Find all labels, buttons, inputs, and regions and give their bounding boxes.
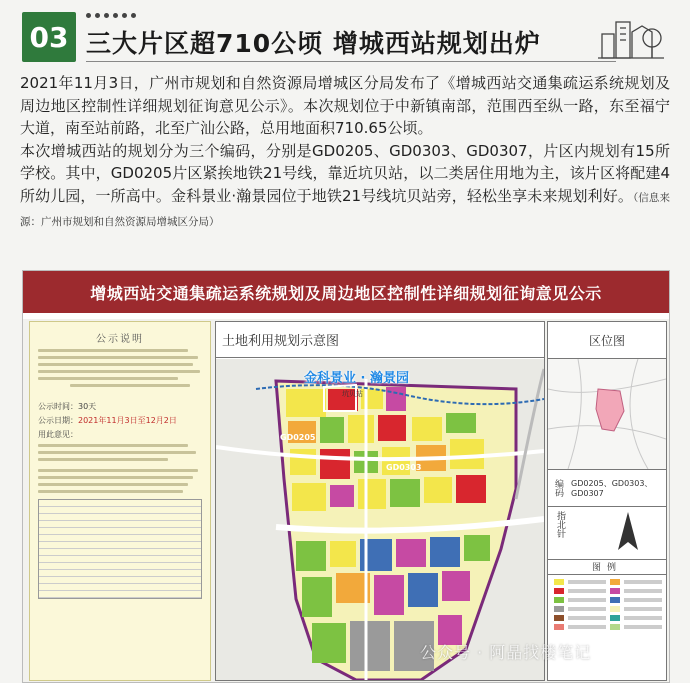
section-number-badge: 03 xyxy=(22,12,76,62)
land-use-map-heading: 土地利用规划示意图 xyxy=(216,322,544,358)
code-row xyxy=(548,470,666,507)
north-arrow-icon xyxy=(608,510,648,556)
code-label: 编码 xyxy=(553,479,563,497)
source-note: （信息来源：广州市规划和自然资源局增城区分局） xyxy=(20,191,671,228)
notice-table xyxy=(38,499,202,599)
header xyxy=(22,10,668,65)
article-paragraph-2 xyxy=(20,140,670,234)
land-use-map-graphic xyxy=(216,359,544,680)
location-map-graphic xyxy=(548,359,666,469)
notice-date-value: 2021年11月3日至12月2日 xyxy=(78,416,177,425)
legend-title: 图例 xyxy=(548,560,666,575)
notice-period: 公示时间：30天 xyxy=(38,402,97,411)
article-body xyxy=(20,72,670,234)
planning-notice-image xyxy=(22,270,670,683)
article-paragraph-1: 2021年11月3日，广州市规划和自然资源局增城区分局发布了《增城西站交通集疏运系统规划及周边地区控制性详细规划征询意见公示》。本次规划位于中新镇南部，范围西至纵一路，东至福宁大道，南至站前路，北至广汕公路，总用地面积710.65公顷。 xyxy=(20,74,670,137)
notice-title: 公示说明 xyxy=(96,334,144,345)
side-info-panel xyxy=(547,321,667,681)
notice-date: 公示日期：2021年11月3日至12月2日 xyxy=(38,416,177,425)
land-use-map xyxy=(216,359,544,680)
location-map xyxy=(548,359,666,470)
city-buildings-icon xyxy=(598,12,664,62)
code-values: GD0205、GD0303、GD0307 xyxy=(571,479,653,498)
land-use-map-panel xyxy=(215,321,545,681)
project-location-label: 金科景业 · 瀚景园 xyxy=(304,371,409,386)
zone-label-gd0205: GD0205 xyxy=(280,433,316,442)
title-divider xyxy=(86,61,616,62)
decorative-dots xyxy=(86,13,136,18)
notice-content xyxy=(23,319,669,682)
notice-description-panel xyxy=(29,321,211,681)
page-title: 三大片区超710公顷 增城西站规划出炉 xyxy=(86,29,541,58)
station-label: 坑贝站 xyxy=(342,390,363,398)
north-arrow-row xyxy=(548,507,666,560)
legend xyxy=(548,575,666,634)
watermark: 公众号 · 阿晶找楼笔记 xyxy=(420,643,592,662)
north-label: 指北针 xyxy=(555,511,565,538)
zone-label-gd0303: GD0303 xyxy=(386,463,422,472)
article-paragraph-2-text: 本次增城西站的规划分为三个编码，分别是GD0205、GD0303、GD0307，片区内规划有15所学校。其中，GD0205片区紧挨地铁21号线，靠近坑贝站，以二类居住用地为主，该片区将配建4所幼儿园，一所高中。金科景业·瀚景园位于地铁21号线坑贝站旁，轻松坐享未来规划利好。 xyxy=(20,141,670,205)
notice-channel: 用此意见： xyxy=(38,430,78,439)
location-map-heading: 区位图 xyxy=(548,322,666,359)
notice-banner: 增城西站交通集疏运系统规划及周边地区控制性详细规划征询意见公示 xyxy=(23,271,669,313)
